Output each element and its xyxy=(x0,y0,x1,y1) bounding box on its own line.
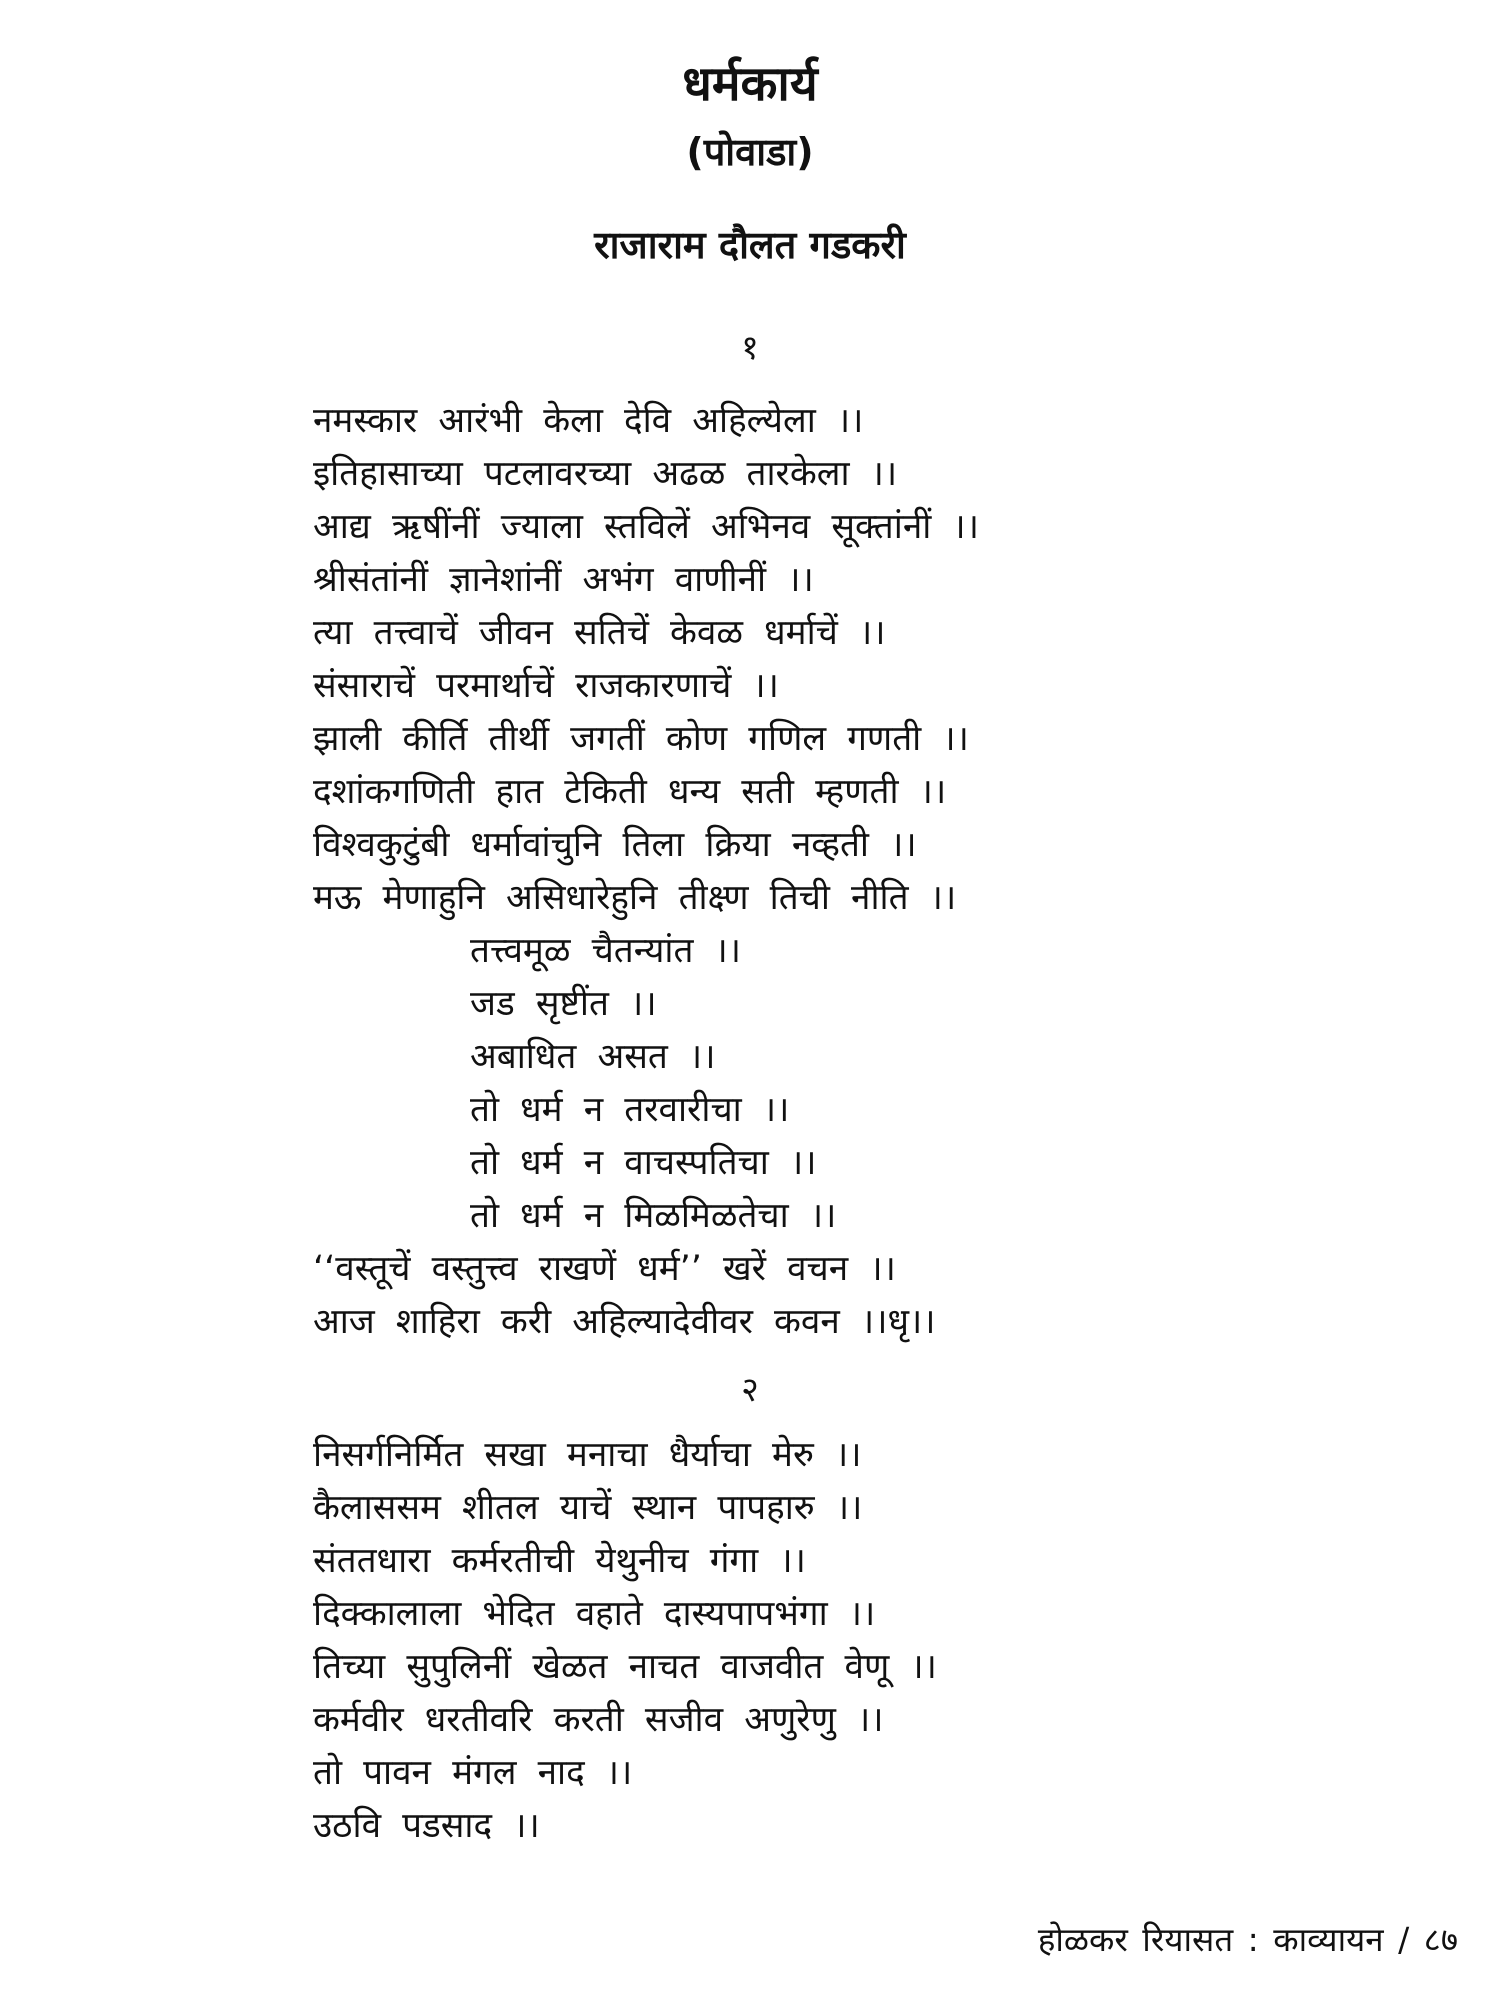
verse-line: संततधारा कर्मरतीची येथुनीच गंगा ।। xyxy=(313,1541,806,1581)
verse-line: संसाराचें परमार्थाचें राजकारणाचें ।। xyxy=(313,666,779,706)
verse-line: मऊ मेणाहुनि असिधारेहुनि तीक्ष्ण तिची नीति ।। xyxy=(313,878,957,918)
verse-line: तो पावन मंगल नाद ।। xyxy=(313,1753,633,1793)
verse-line: आज शाहिरा करी अहिल्यादेवीवर कवन ।।धृ।। xyxy=(313,1302,936,1342)
verse-line: कर्मवीर धरतीवरि करती सजीव अणुरेणु ।। xyxy=(313,1700,884,1740)
poem-subtitle: (पोवाडा) xyxy=(686,130,814,174)
verse-line: आद्य ऋषींनीं ज्याला स्तविलें अभिनव सूक्तांनीं ।। xyxy=(313,507,979,547)
verse-line: तत्त्वमूळ चैतन्यांत ।। xyxy=(470,931,742,971)
verse-line: निसर्गनिर्मित सखा मनाचा धैर्याचा मेरु ।। xyxy=(313,1435,862,1475)
verse-line: दिक्कालाला भेदित वहाते दास्यपापभंगा ।। xyxy=(313,1594,876,1634)
verse-line: उठवि पडसाद ।। xyxy=(313,1806,540,1846)
section-number: १ xyxy=(741,328,759,368)
verse-line: त्या तत्त्वाचें जीवन सतिचें केवळ धर्माचें ।। xyxy=(313,613,886,653)
verse-line: अबाधित असत ।। xyxy=(470,1037,716,1077)
poem-title: धर्मकार्य xyxy=(682,56,818,112)
verse-line: झाली कीर्ति तीर्थी जगतीं कोण गणिल गणती ।। xyxy=(313,719,969,759)
verse-line: ‘‘वस्तूचें वस्तुत्त्व राखणें धर्म’’ खरें वचन ।। xyxy=(313,1249,896,1289)
verse-line: कैलाससम शीतल याचें स्थान पापहारु ।। xyxy=(313,1488,863,1528)
verse-line: इतिहासाच्या पटलावरच्या अढळ तारकेला ।। xyxy=(313,454,898,494)
verse-line: श्रीसंतांनीं ज्ञानेशांनीं अभंग वाणीनीं ।। xyxy=(313,560,814,600)
verse-line: जड सृष्टींत ।। xyxy=(470,984,657,1024)
verse-line: विश्वकुटुंबी धर्मावांचुनि तिला क्रिया नव्हती ।। xyxy=(313,825,917,865)
page-footer: होळकर रियासत : काव्यायन / ८७ xyxy=(1037,1920,1458,1959)
verse-line: तो धर्म न मिळमिळतेचा ।। xyxy=(470,1196,837,1236)
section-number: २ xyxy=(741,1370,759,1410)
verse-line: नमस्कार आरंभी केला देवि अहिल्येला ।। xyxy=(313,401,864,441)
verse-line: दशांकगणिती हात टेकिती धन्य सती म्हणती ।। xyxy=(313,772,947,812)
verse-line: तो धर्म न वाचस्पतिचा ।। xyxy=(470,1143,817,1183)
verse-line: तो धर्म न तरवारीचा ।। xyxy=(470,1090,790,1130)
verse-line: तिच्या सुपुलिनीं खेळत नाचत वाजवीत वेणू ।। xyxy=(313,1647,937,1687)
poem-author: राजाराम दौलत गडकरी xyxy=(594,223,906,267)
